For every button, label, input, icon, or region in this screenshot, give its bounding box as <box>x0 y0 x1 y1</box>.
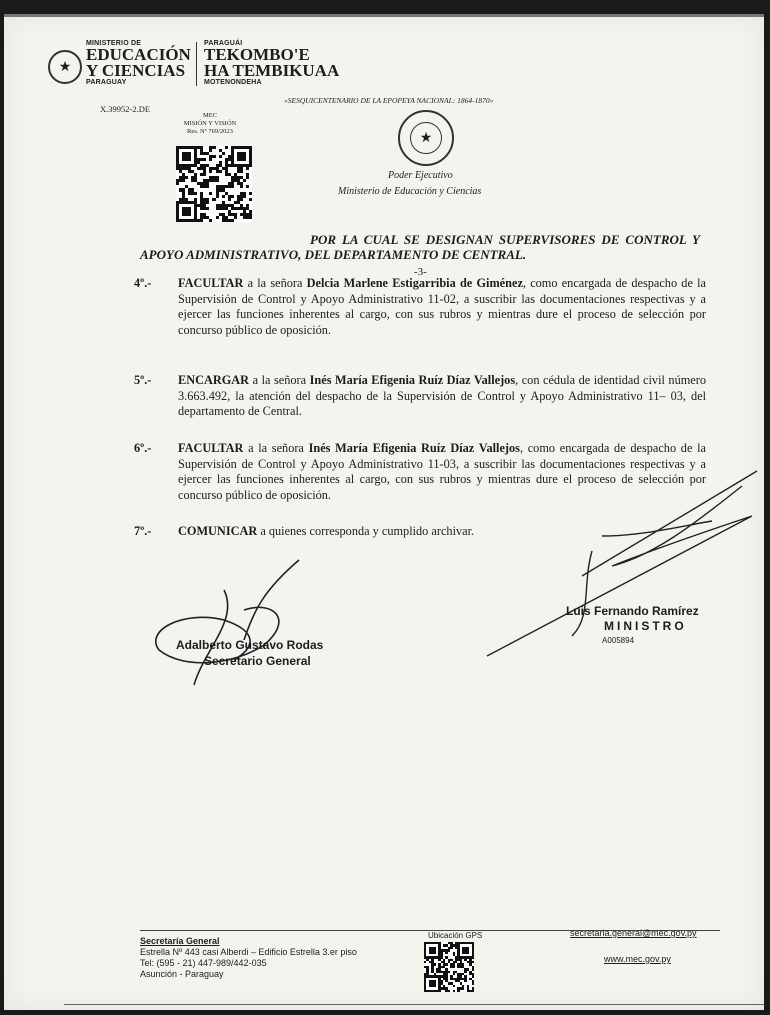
article-text: a la señora <box>249 373 310 387</box>
ministry-label-top: MINISTERIO DE <box>86 40 142 47</box>
article-person-name: Delcia Marlene Estigarribia de Giménez <box>306 276 523 290</box>
article-number: 4º.- <box>134 276 152 290</box>
article-verb: FACULTAR <box>178 441 244 455</box>
footer-email-link[interactable]: secretaria.general@mec.gov.py <box>570 928 697 938</box>
mec-resolution-ref: Res. Nº 769/2023 <box>187 128 233 135</box>
guarani-label-bottom: MOTENONDEHA <box>204 79 262 86</box>
executive-power-label: Poder Ejecutivo <box>388 170 453 181</box>
left-signer-name: Adalberto Gustavo Rodas <box>176 638 324 652</box>
footer-contact-block <box>140 936 357 980</box>
top-edge-line <box>4 14 764 17</box>
resolution-line <box>344 204 350 225</box>
header-divider <box>196 42 197 86</box>
national-seal-icon: ★ <box>398 110 454 166</box>
mec-mission-block <box>174 112 246 136</box>
article-text: a la señora <box>243 441 309 455</box>
reference-code: X.39952-2.DE <box>100 104 151 114</box>
left-signer-role: Secretario General <box>204 654 311 668</box>
article-text: , como encargada de despacho de la Supervisión de Control y Apoyo Administrativo 11-03, a suscribir las documentaciones respectivas y a ejercer las funciones inherentes al cargo, con sus rubros y mientras dure el proceso de selección por concurso público de oposición. <box>178 441 706 502</box>
document-page <box>4 14 764 1010</box>
document-title: POR LA CUAL SE DESIGNAN SUPERVISORES DE CONTROL Y APOYO ADMINISTRATIVO, DEL DEPARTAMENTO DE CENTRAL. <box>140 232 700 262</box>
ministry-name-line2: Y CIENCIAS <box>86 61 186 80</box>
article-number: 5º.- <box>134 373 152 387</box>
article-verb: ENCARGAR <box>178 373 250 387</box>
article-verb: COMUNICAR <box>178 524 258 538</box>
article-5 <box>134 373 706 420</box>
coat-of-arms-icon: ★ <box>48 50 82 84</box>
ministry-logo-left <box>86 40 191 86</box>
guarani-name-line1: TEKOMBO'E <box>204 45 310 64</box>
article-person-name: Inés María Efigenia Ruíz Díaz Vallejos <box>309 373 516 387</box>
guarani-name-line2: HA TEMBIKUAA <box>204 61 340 80</box>
left-signature-scribble <box>144 550 354 690</box>
article-number: 7º.- <box>134 524 152 538</box>
ministry-script-label: Ministerio de Educación y Ciencias <box>338 186 482 197</box>
article-4 <box>134 276 706 338</box>
footer-city: Asunción - Paraguay <box>140 969 224 979</box>
qr-code-icon <box>176 146 252 222</box>
article-person-name: Inés María Efigenia Ruíz Díaz Vallejos <box>308 441 520 455</box>
mec-label: MEC <box>202 112 218 119</box>
right-signer-role: MINISTRO <box>604 619 687 633</box>
ministry-name-line1: EDUCACIÓN <box>86 45 191 64</box>
header-motto: «SESQUICENTENARIO DE LA EPOPEYA NACIONAL: 1864-1870» <box>284 96 494 105</box>
footer-office: Secretaría General <box>140 936 220 946</box>
article-text: , con cédula de identidad civil número 3.663.492, la atención del despacho de la Supervisión de Control y Apoyo Administrativo 11– 03, del departamento de Central. <box>178 373 706 418</box>
page-number: -3- <box>414 266 427 278</box>
ministry-logo-right <box>204 40 339 86</box>
gps-qr-code-icon <box>424 942 474 992</box>
right-signer-name: Luis Fernando Ramírez <box>566 604 699 618</box>
ministry-country: PARAGUAY <box>86 79 127 86</box>
right-signer-code: A005894 <box>602 636 635 645</box>
guarani-label-top: PARAGUÁI <box>204 40 243 47</box>
footer-web-link[interactable]: www.mec.gov.py <box>604 954 671 964</box>
article-verb: FACULTAR <box>178 276 244 290</box>
footer-address: Estrella Nº 443 casi Alberdi – Edificio Estrella 3.er piso <box>140 947 357 957</box>
article-text: a la señora <box>243 276 307 290</box>
footer-phone: Tel: (595 - 21) 447-989/442-035 <box>140 958 267 968</box>
article-text: a quienes corresponda y cumplido archivar. <box>257 524 475 538</box>
article-number: 6º.- <box>134 441 152 455</box>
mission-vision-label: MISIÓN Y VISIÓN <box>183 120 237 127</box>
bottom-edge-line <box>64 1004 764 1005</box>
article-text: , como encargada de despacho de la Supervisión de Control y Apoyo Administrativo 11-02, a suscribir las documentaciones respectivas y a ejercer las funciones inherentes al cargo, con sus rubros y mientras dure el proceso de selección por concurso público de oposición. <box>178 276 706 337</box>
gps-label: Ubicación GPS <box>428 931 483 940</box>
